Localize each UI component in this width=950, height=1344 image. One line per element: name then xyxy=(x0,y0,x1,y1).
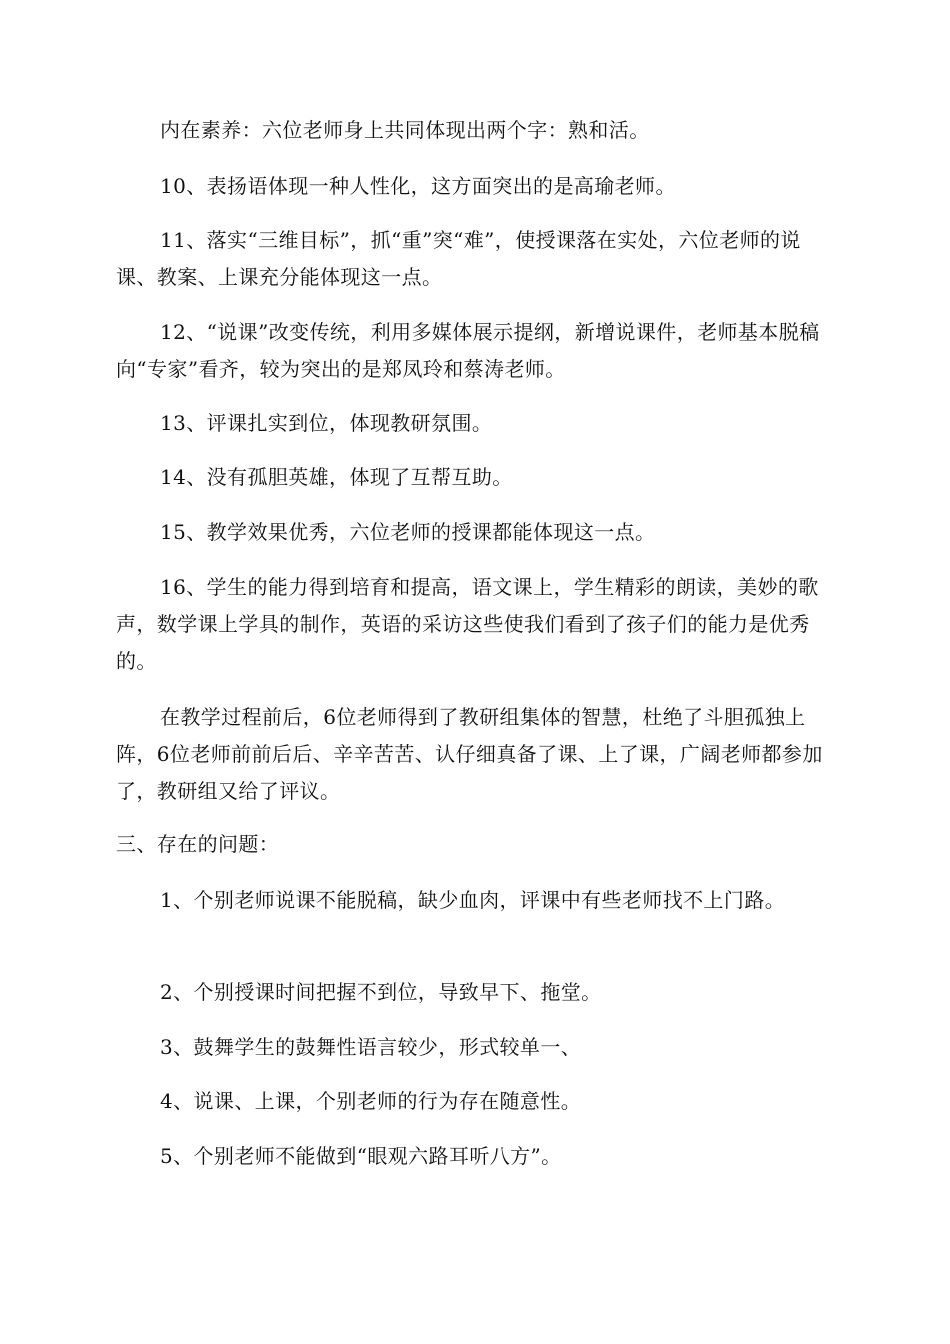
problem-item-1: 1、个别老师说课不能脱稿，缺少血肉，评课中有些老师找不上门路。 xyxy=(160,888,786,912)
paragraph-item-13: 13、评课扎实到位，体现教研氛围。 xyxy=(160,411,493,435)
paragraph-inner-quality: 内在素养：六位老师身上共同体现出两个字：熟和活。 xyxy=(160,118,650,142)
paragraph-item-16: 16、学生的能力得到培育和提高，语文课上，学生精彩的朗读，美妙的歌声，数学课上学具的制作，英语的采访这些使我们看到了孩子们的能力是优秀的。 xyxy=(116,575,819,673)
problem-item-4: 4、说课、上课，个别老师的行为存在随意性。 xyxy=(160,1089,582,1113)
problem-item-3: 3、鼓舞学生的鼓舞性语言较少，形式较单一、 xyxy=(160,1035,582,1059)
paragraph-teaching-process: 在教学过程前后，6位老师得到了教研组集体的智慧，杜绝了斗胆孤独上阵，6位老师前前后后、辛辛苦苦、认仔细真备了课、上了课，广阔老师都参加了，教研组又给了评议。 xyxy=(116,705,823,803)
paragraph-item-10: 10、表扬语体现一种人性化，这方面突出的是高瑜老师。 xyxy=(160,174,676,198)
section-heading-problems: 三、存在的问题： xyxy=(116,832,280,856)
paragraph-item-15: 15、教学效果优秀，六位老师的授课都能体现这一点。 xyxy=(160,520,656,544)
problem-item-2: 2、个别授课时间把握不到位，导致早下、拖堂。 xyxy=(160,980,602,1004)
problem-item-5: 5、个别老师不能做到“眼观六路耳听八方”。 xyxy=(160,1144,562,1168)
paragraph-item-11: 11、落实“三维目标”，抓“重”突“难”，使授课落在实处，六位老师的说课、教案、上课充分能体现这一点。 xyxy=(116,228,801,289)
paragraph-item-14: 14、没有孤胆英雄，体现了互帮互助。 xyxy=(160,465,513,489)
paragraph-item-12: 12、“说课”改变传统，利用多媒体展示提纲，新增说课件，老师基本脱稿向“专家”看齐，较为突出的是郑凤玲和蔡涛老师。 xyxy=(116,320,820,381)
